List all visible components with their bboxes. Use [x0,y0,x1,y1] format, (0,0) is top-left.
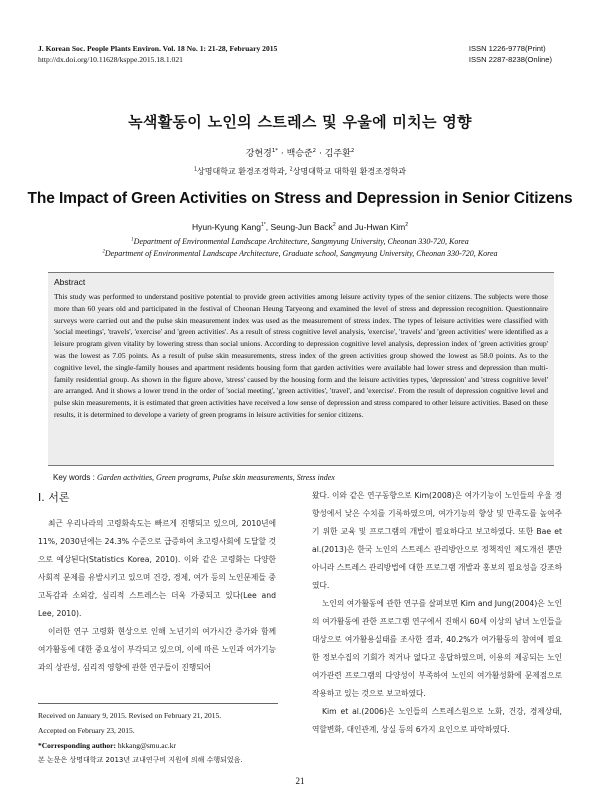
korean-author-3: 김주환 [324,149,351,159]
korean-affil-1: 상명대학교 환경조경학과, [197,167,288,176]
doi-link[interactable]: http://dx.doi.org/10.11628/ksppe.2015.18.1.021 [38,55,183,64]
journal-header [38,43,277,65]
english-affil-2-sup: 2 [102,249,105,255]
english-author-2: Seung-Jun Back [270,222,333,232]
english-title: The Impact of Green Activities on Stress and Depression in Senior Citizens [27,190,573,207]
keywords-value: Garden activities, Green programs, Pulse skin measurements, Stress index [97,473,335,482]
korean-title: 녹색활동이 노인의 스트레스 및 우울에 미치는 영향 [128,113,472,131]
english-affil-1-line [0,236,600,248]
issn-online: ISSN 2287-8238(Online) [468,55,552,64]
corresponding-author-line [38,738,288,753]
keywords-label: Key words : [53,473,95,482]
english-affil-2: Department of Environmental Landscape Architecture, Graduate school, Sangmyung University, Cheonan 330-720, Korea [104,249,498,258]
english-author-3-sup: 2 [405,222,409,229]
english-author-sep-1: , [265,222,271,232]
corresponding-email[interactable]: hkkang@smu.ac.kr [117,741,177,750]
korean-author-1-sup: 1* [271,148,278,154]
english-author-2-sup: 2 [332,222,336,229]
paragraph: 노인의 여가활동에 관한 연구를 살펴보면 Kim and Jung(2004)은 노인의 여가활동에 관한 프로그램 연구에서 진해시 60세 이상의 남녀 노인들을 대상으로 여가활용실태를 조사한 결과, 40.2%가 여가활동의 참여에 필요한 정보수집의 기회가 적거나 없다고 응답하였으며, 이용의 제공되는 노인여가관련 프로그램의 다양성이 부족하여 노인의 여가활성화에 문제점으로 작용하고 있는 것으로 보고하였다. [312,599,562,698]
author-separator: · [280,149,284,159]
korean-affiliations [0,166,600,177]
english-affiliations [0,236,600,260]
korean-author-2: 백승준 [286,149,313,159]
abstract-box [48,272,554,466]
abstract-text: This study was performed to understand positive potential to provide green activities among leisure activity types of the senior citizens. The subjects were those more than 60 years old and participated in the festival of Cheonan Heung Taryeong and examined the level of stress and depression recognition. Questionnaire surveys were carried out and the pulse skin measurement index was used as the measurement of stress index. The types of leisure activities were classified with 'social meetings', 'travels', 'exercise' and 'green activities'. As a result of stress cognitive level analysis, 'exercise', 'travels' and 'green activities' were identified as a leisure program given vitality by lowering stress than social unions. According to depression cognitive level analysis, depression index of 'green activities group' was the lowest as 7.05 points. As a result of pulse skin measurements, stress index of the green activities group showed the lowest as 58.0 points. As to the cognitive level, the single-family houses and apartment residents housing form that garden activities were available had lower stress and depression than multi-family residential group. As shown in the figure above, 'stress' caused by the housing form and the leisure activities types, 'depression' and 'stress cognitive level' are arranged. And it shows a lower trend in the order of 'social meeting', 'green activities', 'travel', and 'exercise'. From the result of depression cognitive level and pulse skin measurements, it is estimated that green activities have received a low sense of depression and stress compared to other leisure activities. Based on these results, it is determined to develope a variety of green programs in leisure activities for senior citizens. [54,292,548,419]
korean-affil-1-sup: 1 [193,167,198,173]
korean-author-2-sup: 2 [312,148,317,154]
korean-authors [0,146,600,159]
funding-note: 본 논문은 상명대학교 2013년 교내연구비 지원에 의해 수행되었음. [38,756,243,764]
author-separator: · [318,149,322,159]
journal-citation: J. Korean Soc. People Plants Environ. Vol. 18 No. 1: 21-28, February 2015 [38,44,278,53]
english-author-sep-2: and [335,222,355,232]
paragraph: 최근 우리나라의 고령화속도는 빠르게 진행되고 있으며, 2010년에 11%, 2030년에는 24.3% 수준으로 급증하여 초고령사회에 도달할 것으로 예상된다(Statistics Korea, 2010). 이와 같은 고령화는 다양한 사회적 문제를 유발시키고 있으며 건강, 경제, 여가 등의 노인문제들 중 고독감과 소외감, 심리적 스트레스는 더욱 가중되고 있다(Lee and Lee, 2010). [38,519,276,618]
issn-block [469,43,552,65]
keywords-line [53,473,335,482]
english-affil-2-line [0,248,600,260]
korean-affil-2: 상명대학교 대학원 환경조경학과 [292,167,407,176]
accepted-date: Accepted on February 23, 2015. [38,726,135,735]
received-date: Received on January 9, 2015. Revised on February 21, 2015. [38,711,222,720]
body-column-left [38,515,276,677]
korean-affil-2-sup: 2 [289,167,293,173]
paragraph: 이러한 연구 고령화 현상으로 인해 노년기의 여가시간 증가와 함께 여가활동에 대한 중요성이 부각되고 있으며, 이에 따른 노인과 여가기능과의 상관성, 심리적 영향에 관한 연구들이 진행되어 [38,627,276,672]
footnotes [38,708,288,768]
english-author-3: Ju-Hwan Kim [354,222,406,232]
page-number: 21 [295,776,305,786]
corresponding-label: *Corresponding author: [38,741,116,750]
issn-print: ISSN 1226-9778(Print) [468,44,546,53]
abstract-label: Abstract [54,277,86,287]
korean-author-3-sup: 2 [350,148,355,154]
paragraph: 왔다. 이와 같은 연구동향으로 Kim(2008)은 여가기능이 노인들의 우울 경향성에서 낮은 수치를 기록하였으며, 여가기능의 향상 및 만족도를 높여주기 위한 교육 및 프로그램의 개발이 필요하다고 보고하였다. 또한 Bae et al.(2013)은 한국 노인의 스트레스 관리방안으로 정책적인 제도개선 뿐만 아니라 스트레스 관리방법에 대한 프로그램 개발과 홍보의 필요성을 강조하였다. [312,491,562,590]
english-author-1-sup: 1* [260,222,266,229]
section-heading: Ⅰ. 서론 [38,491,70,504]
english-affil-1: Department of Environmental Landscape Architecture, Sangmyung University, Cheonan 330-720, Korea [133,237,469,246]
korean-author-1: 강현경 [245,149,272,159]
english-author-1: Hyun-Kyung Kang [191,222,261,232]
english-authors [0,222,600,232]
body-column-right [312,487,562,739]
paragraph: Kim et al.(2006)은 노인들의 스트레스원으로 노화, 건강, 경제상태, 역할변화, 대인관계, 상실 등의 6가지 요인으로 파악하였다. [312,707,562,734]
footnote-divider [38,703,278,704]
english-affil-1-sup: 1 [131,237,134,243]
